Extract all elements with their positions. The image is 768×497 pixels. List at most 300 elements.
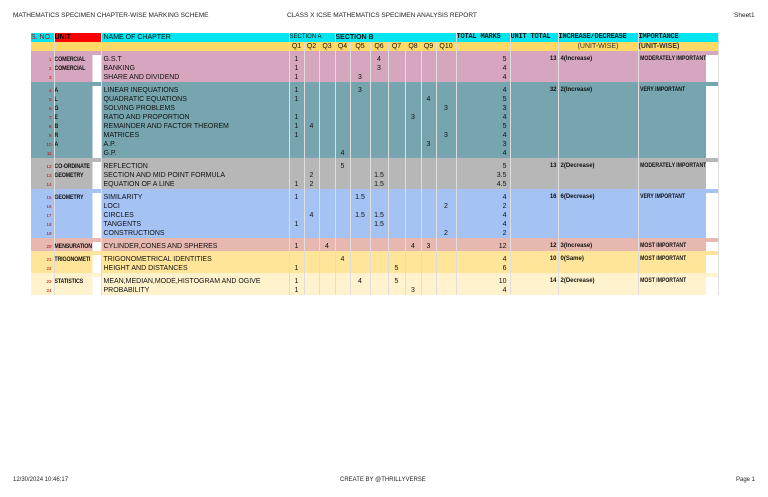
row-unit-total [510, 95, 558, 104]
row-q-mark [319, 180, 335, 189]
row-q-mark [388, 73, 405, 82]
row-q-mark: 1 [289, 220, 304, 229]
row-sno: 6 [31, 104, 54, 113]
row-unit-total: 32 [510, 86, 558, 95]
col-unit-total-header: UNIT TOTAL [510, 33, 558, 42]
col-sno-header: S. NO. [31, 34, 53, 41]
row-q-mark [405, 73, 421, 82]
row-increase-decrease: 4(Increase) [558, 55, 638, 64]
row-increase-decrease [558, 180, 638, 189]
row-q-mark: 1 [289, 64, 304, 73]
q-header: Q1 [289, 42, 304, 51]
row-unit-total [510, 104, 558, 113]
row-unit: MENSURATION [54, 243, 92, 250]
row-q-mark [335, 193, 350, 202]
row-increase-decrease [558, 220, 638, 229]
row-q-mark [319, 73, 335, 82]
row-q-mark [405, 149, 421, 158]
table-row [31, 122, 719, 131]
row-q-mark [405, 86, 421, 95]
row-q-mark [421, 211, 436, 220]
row-chapter-name: SOLVING PROBLEMS [101, 104, 289, 113]
row-q-mark [335, 113, 350, 122]
row-q-mark [405, 220, 421, 229]
row-chapter-name: EQUATION OF A LINE [101, 180, 289, 189]
row-importance [638, 140, 707, 149]
row-unit-total [510, 286, 558, 295]
row-q-mark [350, 202, 370, 211]
row-importance [638, 95, 707, 104]
row-sno: 15 [31, 193, 54, 202]
row-q-mark [436, 242, 456, 251]
table-row [31, 104, 719, 113]
row-q-mark [350, 131, 370, 140]
row-q-mark: 3 [350, 86, 370, 95]
row-q-mark [319, 255, 335, 264]
row-q-mark [319, 162, 335, 171]
row-total-marks: 4 [456, 211, 510, 220]
row-chapter-name: LINEAR INEQUATIONS [101, 86, 289, 95]
row-chapter-name: SECTION AND MID POINT FORMULA [101, 171, 289, 180]
table-row [31, 95, 719, 104]
row-q-mark [289, 202, 304, 211]
row-q-mark [319, 113, 335, 122]
row-unit-total: 10 [510, 255, 558, 264]
row-q-mark [304, 113, 319, 122]
row-sno: 2 [31, 64, 54, 73]
row-unit: STATISTICS [54, 277, 93, 286]
row-q-mark [304, 193, 319, 202]
row-q-mark [421, 162, 436, 171]
row-q-mark: 1.5 [370, 211, 388, 220]
row-q-mark: 4 [319, 242, 335, 251]
row-total-marks: 4 [456, 64, 510, 73]
row-q-mark [319, 95, 335, 104]
table-row [31, 220, 719, 229]
row-increase-decrease [558, 95, 638, 104]
row-q-mark [304, 131, 319, 140]
row-importance [638, 64, 707, 73]
row-unit [54, 220, 93, 229]
row-total-marks: 4 [456, 73, 510, 82]
row-total-marks: 3.5 [456, 171, 510, 180]
row-q-mark [350, 149, 370, 158]
row-q-mark [335, 55, 350, 64]
row-unit-total [510, 171, 558, 180]
row-q-mark [335, 211, 350, 220]
row-q-mark [319, 104, 335, 113]
row-q-mark [436, 122, 456, 131]
row-q-mark [421, 255, 436, 264]
section-a-header: SECTION A [289, 33, 335, 42]
row-importance [638, 286, 707, 295]
row-q-mark [388, 242, 405, 251]
row-sno: 1 [31, 55, 54, 64]
row-q-mark [370, 286, 388, 295]
row-chapter-name: SHARE AND DIVIDEND [101, 73, 289, 82]
row-q-mark [335, 264, 350, 273]
row-q-mark [319, 264, 335, 273]
table-row [31, 286, 719, 295]
row-total-marks: 2 [456, 229, 510, 238]
row-q-mark [304, 255, 319, 264]
header-right: Sheet1 [734, 12, 755, 19]
row-increase-decrease [558, 104, 638, 113]
row-q-mark [319, 229, 335, 238]
row-q-mark [436, 55, 456, 64]
q-header: Q9 [421, 42, 436, 51]
row-unit-total [510, 140, 558, 149]
row-q-mark [370, 73, 388, 82]
unit-wise-label: (UNIT-WISE) [638, 42, 719, 51]
row-q-mark [304, 242, 319, 251]
row-q-mark [421, 193, 436, 202]
row-q-mark [370, 95, 388, 104]
row-q-mark [289, 255, 304, 264]
row-importance: VERY IMPORTANT [638, 193, 707, 202]
section-b-header: SECTION B [335, 33, 456, 42]
row-total-marks: 5 [456, 95, 510, 104]
row-q-mark: 1.5 [370, 171, 388, 180]
row-q-mark [405, 264, 421, 273]
row-q-mark: 1 [289, 180, 304, 189]
col-importance-header: IMPORTANCE [638, 33, 719, 42]
row-chapter-name: G.S.T [101, 55, 289, 64]
row-unit-total [510, 180, 558, 189]
row-q-mark [421, 202, 436, 211]
row-increase-decrease: 2(Decrease) [558, 277, 638, 286]
row-q-mark [350, 140, 370, 149]
row-q-mark [304, 140, 319, 149]
row-chapter-name: G.P. [101, 149, 289, 158]
row-total-marks: 5 [456, 122, 510, 131]
row-q-mark [405, 140, 421, 149]
row-q-mark: 3 [350, 73, 370, 82]
row-unit [54, 73, 93, 82]
row-q-mark: 4 [350, 277, 370, 286]
row-unit [54, 286, 93, 295]
row-q-mark [319, 202, 335, 211]
row-q-mark: 3 [405, 286, 421, 295]
row-increase-decrease: 2(Decrease) [558, 162, 638, 171]
q-header: Q8 [405, 42, 421, 51]
row-increase-decrease [558, 64, 638, 73]
row-importance [638, 131, 707, 140]
row-q-mark [388, 95, 405, 104]
row-increase-decrease: 3(Increase) [558, 242, 638, 251]
row-unit-total: 14 [510, 277, 558, 286]
row-q-mark [350, 229, 370, 238]
row-total-marks: 5 [456, 162, 510, 171]
row-q-mark [350, 95, 370, 104]
q-header: Q4 [335, 42, 350, 51]
row-q-mark: 1 [289, 86, 304, 95]
row-sno: 24 [31, 286, 54, 295]
row-q-mark [304, 73, 319, 82]
row-total-marks: 2 [456, 202, 510, 211]
footer-left: 12/30/2024 10:46:17 [13, 477, 69, 483]
header-left: MATHEMATICS SPECIMEN CHAPTER-WISE MARKING SCHEME [13, 12, 209, 19]
row-q-mark: 3 [421, 242, 436, 251]
row-increase-decrease [558, 286, 638, 295]
row-sno: 22 [31, 264, 54, 273]
row-q-mark [370, 104, 388, 113]
row-q-mark [289, 104, 304, 113]
row-q-mark: 4 [405, 242, 421, 251]
row-chapter-name: MEAN,MEDIAN,MODE,HISTOGRAM AND OGIVE [101, 277, 289, 286]
row-importance: MOST IMPORTANT [638, 255, 707, 264]
row-unit-total [510, 131, 558, 140]
row-q-mark [335, 286, 350, 295]
q-header: Q2 [304, 42, 319, 51]
row-increase-decrease: 6(Decrease) [558, 193, 638, 202]
row-q-mark [405, 131, 421, 140]
footer-right: Page 1 [736, 477, 756, 483]
row-total-marks: 4 [456, 193, 510, 202]
row-increase-decrease [558, 211, 638, 220]
row-q-mark [350, 122, 370, 131]
header-row-1 [31, 33, 719, 42]
row-total-marks: 4 [456, 149, 510, 158]
row-q-mark [421, 131, 436, 140]
row-q-mark [350, 171, 370, 180]
row-increase-decrease [558, 229, 638, 238]
row-q-mark [319, 86, 335, 95]
row-q-mark [405, 193, 421, 202]
row-q-mark [335, 104, 350, 113]
table-row [31, 140, 719, 149]
row-q-mark [388, 220, 405, 229]
row-q-mark [319, 277, 335, 286]
row-q-mark [388, 140, 405, 149]
row-unit: R [54, 131, 93, 140]
row-q-mark [319, 171, 335, 180]
row-chapter-name: LOCI [101, 202, 289, 211]
row-q-mark: 1 [289, 242, 304, 251]
row-q-mark [319, 122, 335, 131]
table-row [31, 131, 719, 140]
row-q-mark [421, 149, 436, 158]
table-row [31, 202, 719, 211]
row-q-mark: 1.5 [370, 220, 388, 229]
row-q-mark [388, 193, 405, 202]
row-q-mark [388, 180, 405, 189]
row-importance: MOST IMPORTANT [638, 242, 707, 251]
table-row [31, 242, 719, 251]
row-q-mark [370, 149, 388, 158]
row-q-mark [421, 73, 436, 82]
row-sno: 23 [31, 277, 54, 286]
row-importance [638, 171, 707, 180]
row-chapter-name: SIMILARITY [101, 193, 289, 202]
row-total-marks: 4 [456, 220, 510, 229]
row-q-mark [350, 264, 370, 273]
row-q-mark [436, 255, 456, 264]
row-q-mark [421, 220, 436, 229]
row-unit-total [510, 264, 558, 273]
row-q-mark [370, 255, 388, 264]
row-unit: B [54, 122, 93, 131]
table-row [31, 171, 719, 180]
row-chapter-name: CIRCLES [101, 211, 289, 220]
row-q-mark [388, 86, 405, 95]
table-row [31, 86, 719, 95]
row-q-mark [289, 162, 304, 171]
row-q-mark [405, 122, 421, 131]
row-q-mark [370, 113, 388, 122]
row-unit-total [510, 220, 558, 229]
row-q-mark [388, 104, 405, 113]
row-unit-total: 16 [510, 193, 558, 202]
row-chapter-name: TRIGONOMETRICAL IDENTITIES [101, 255, 289, 264]
row-q-mark: 1 [289, 286, 304, 295]
row-q-mark: 4 [304, 122, 319, 131]
row-chapter-name: TANGENTS [101, 220, 289, 229]
row-q-mark [335, 140, 350, 149]
col-increase-decrease-header: INCREASE/DECREASE [558, 33, 638, 42]
row-sno: 9 [31, 131, 54, 140]
row-q-mark [304, 55, 319, 64]
row-sno: 19 [31, 229, 54, 238]
row-unit: COMERCIAL [54, 64, 93, 73]
row-q-mark [436, 286, 456, 295]
row-q-mark [350, 242, 370, 251]
row-q-mark [319, 64, 335, 73]
col-total-marks-header: TOTAL MARKS [456, 33, 510, 42]
row-q-mark [304, 264, 319, 273]
row-q-mark: 1 [289, 193, 304, 202]
table-row [31, 162, 719, 171]
row-q-mark [388, 113, 405, 122]
row-sno: 16 [31, 202, 54, 211]
row-q-mark [350, 162, 370, 171]
row-q-mark [335, 86, 350, 95]
row-importance [638, 180, 707, 189]
row-unit: L [54, 95, 93, 104]
row-q-mark [405, 211, 421, 220]
row-q-mark [405, 55, 421, 64]
row-q-mark [370, 264, 388, 273]
row-unit: CO-ORDINATE [54, 162, 93, 171]
row-q-mark [350, 180, 370, 189]
row-q-mark [350, 55, 370, 64]
row-q-mark [436, 220, 456, 229]
row-q-mark [350, 104, 370, 113]
row-q-mark [335, 95, 350, 104]
row-unit: TRIGONOMETI [54, 255, 93, 264]
row-importance [638, 149, 707, 158]
row-importance [638, 104, 707, 113]
row-sno: 13 [31, 171, 54, 180]
row-q-mark [421, 104, 436, 113]
row-importance [638, 264, 707, 273]
col-unit-header: UNIT [54, 33, 101, 42]
row-importance: MODERATELY IMPORTANT [638, 162, 707, 171]
row-q-mark [436, 180, 456, 189]
row-q-mark: 2 [304, 171, 319, 180]
row-chapter-name: REFLECTION [101, 162, 289, 171]
row-q-mark [370, 277, 388, 286]
row-q-mark [421, 55, 436, 64]
row-sno: 17 [31, 211, 54, 220]
row-q-mark [335, 220, 350, 229]
row-q-mark: 1 [289, 122, 304, 131]
row-q-mark [304, 220, 319, 229]
row-q-mark [388, 55, 405, 64]
row-q-mark: 3 [436, 131, 456, 140]
row-q-mark: 2 [436, 202, 456, 211]
row-q-mark: 1 [289, 131, 304, 140]
row-increase-decrease [558, 73, 638, 82]
row-unit-total [510, 122, 558, 131]
row-q-mark [289, 211, 304, 220]
row-q-mark [370, 122, 388, 131]
row-q-mark [436, 86, 456, 95]
row-q-mark: 3 [405, 113, 421, 122]
row-sno: 12 [31, 162, 54, 171]
row-q-mark: 1 [289, 264, 304, 273]
row-importance [638, 122, 707, 131]
row-chapter-name: CONSTRUCTIONS [101, 229, 289, 238]
table-row [31, 55, 719, 64]
row-unit-total [510, 211, 558, 220]
row-unit-total [510, 202, 558, 211]
row-q-mark [350, 64, 370, 73]
row-unit-total: 13 [510, 55, 558, 64]
row-importance [638, 229, 707, 238]
row-sno: 11 [31, 149, 54, 158]
row-q-mark: 1 [289, 277, 304, 286]
row-q-mark [335, 64, 350, 73]
row-total-marks: 3 [456, 104, 510, 113]
row-q-mark [388, 255, 405, 264]
row-q-mark [335, 73, 350, 82]
row-chapter-name: QUADRATIC EQUATIONS [101, 95, 289, 104]
col-name-header: NAME OF CHAPTER [101, 33, 289, 42]
row-importance: VERY IMPORTANT [638, 86, 707, 95]
row-q-mark: 4 [335, 255, 350, 264]
row-importance [638, 73, 707, 82]
row-q-mark [405, 180, 421, 189]
row-q-mark [370, 140, 388, 149]
row-chapter-name: CYLINDER,CONES AND SPHERES [101, 242, 289, 251]
row-q-mark [436, 171, 456, 180]
row-total-marks: 3 [456, 140, 510, 149]
row-sno: 21 [31, 255, 54, 264]
row-chapter-name: RATIO AND PROPORTION [101, 113, 289, 122]
row-q-mark [319, 55, 335, 64]
row-q-mark [388, 131, 405, 140]
row-q-mark [370, 229, 388, 238]
row-q-mark [335, 277, 350, 286]
table-row [31, 255, 719, 264]
row-unit-total: 12 [510, 242, 558, 251]
row-unit-total [510, 64, 558, 73]
row-q-mark [421, 86, 436, 95]
row-q-mark: 4 [370, 55, 388, 64]
unit-wise-label: (UNIT-WISE) [558, 42, 638, 51]
row-unit-total [510, 113, 558, 122]
footer-center: CREATE BY @THRILLYVERSE [340, 477, 426, 483]
row-q-mark [436, 95, 456, 104]
marking-scheme-table [31, 33, 719, 295]
row-sno: 10 [31, 140, 54, 149]
row-q-mark [350, 286, 370, 295]
table-row [31, 211, 719, 220]
row-q-mark [370, 202, 388, 211]
row-q-mark [304, 86, 319, 95]
row-importance [638, 211, 707, 220]
